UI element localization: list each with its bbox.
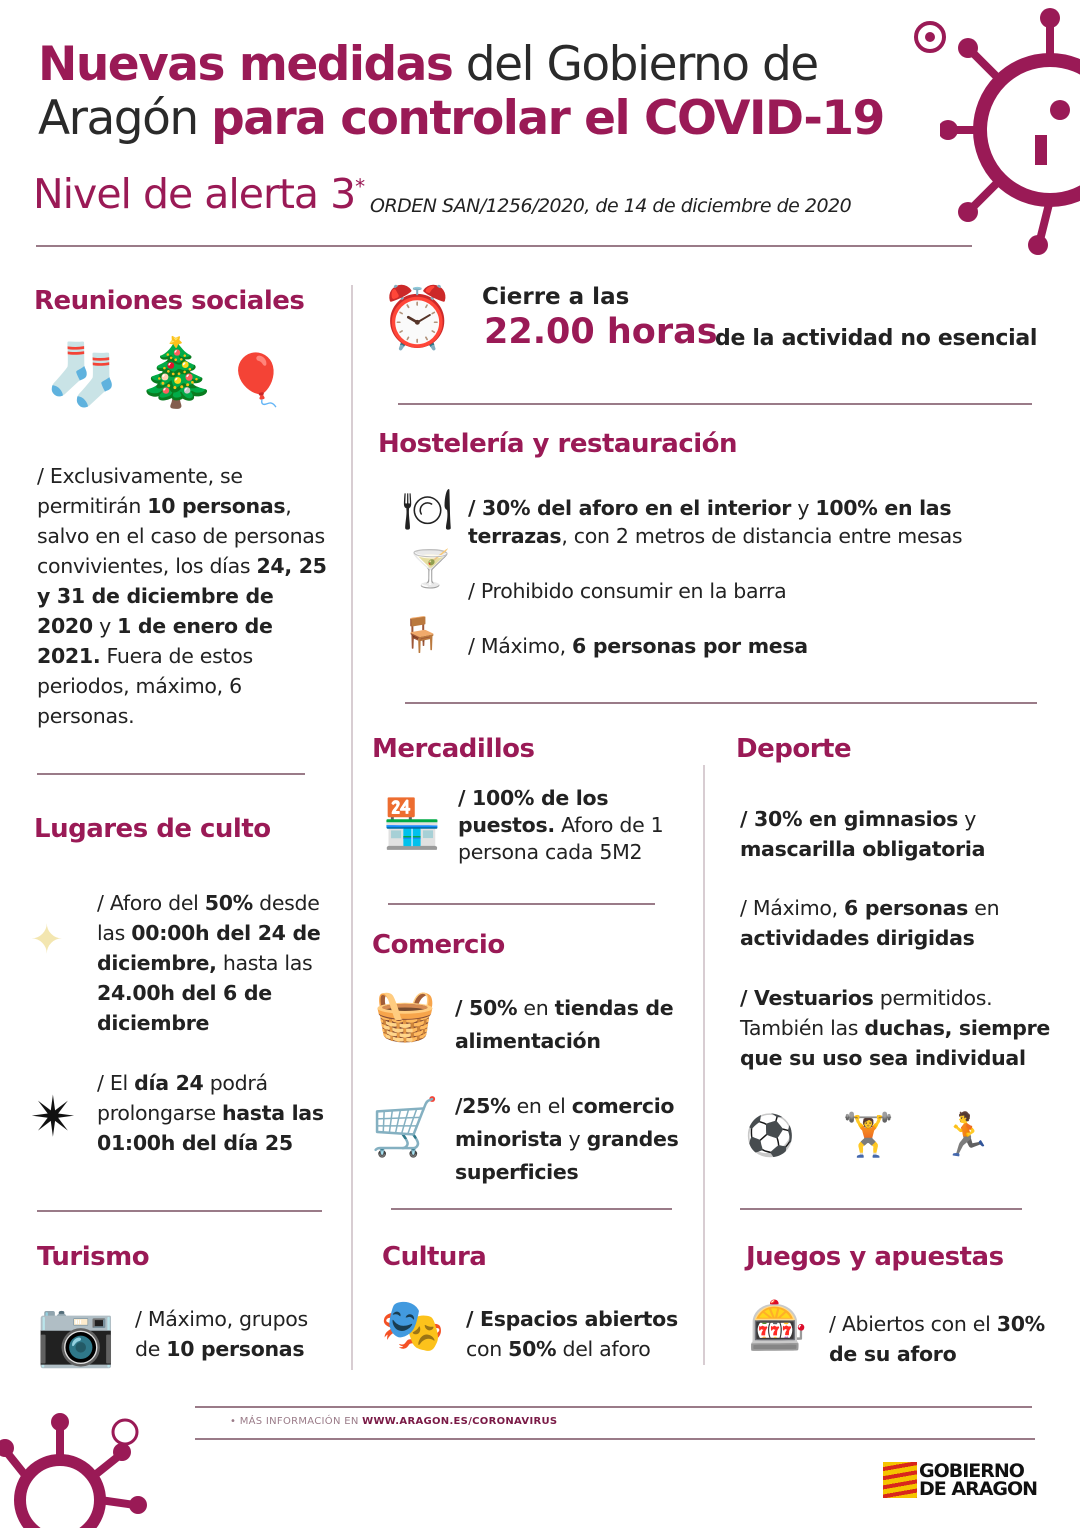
text: y: [562, 1127, 587, 1151]
more-info-link[interactable]: WWW.ARAGON.ES/CORONAVIRUS: [362, 1416, 558, 1427]
hosteleria-item: [468, 494, 1038, 550]
bold-text: /25%: [455, 1094, 511, 1118]
text: / Máximo,: [740, 896, 845, 920]
theater-masks-icon: 🎭: [380, 1296, 445, 1356]
cultura-text: [466, 1304, 696, 1364]
bold-text: / Vestuarios: [740, 986, 874, 1010]
hosteleria-item: [468, 576, 786, 606]
title-line-1: [38, 38, 884, 92]
turismo-text: [135, 1304, 335, 1364]
bold-text: 24.00h del 6 de diciembre: [97, 981, 272, 1035]
logo-line-2: DE ARAGON: [919, 1478, 1038, 1500]
christmas-tree-icon: 🎄: [135, 334, 218, 411]
text: / El: [97, 1071, 135, 1095]
column-divider: [351, 285, 353, 1370]
bold-text: 6 personas: [844, 896, 969, 920]
text: y: [958, 807, 977, 831]
soccer-ball-icon: ⚽: [745, 1113, 795, 1159]
sparkle-icon: ✦: [30, 917, 64, 963]
bold-text: 10 personas: [166, 1337, 305, 1361]
text: Aforo de 1 persona cada 5M2: [458, 813, 664, 864]
bold-text: duchas, siempre que su uso sea individual: [740, 1016, 1051, 1070]
text: / Abiertos con el: [829, 1312, 997, 1336]
bold-text: / 30% en gimnasios: [740, 807, 959, 831]
hosteleria-item: [468, 631, 808, 661]
bold-text: 50%: [204, 891, 253, 915]
shopping-cart-icon: 🛒: [370, 1095, 440, 1160]
camera-icon: 📷: [36, 1297, 116, 1371]
juegos-text: [829, 1309, 1049, 1369]
text: con: [466, 1337, 509, 1361]
text: desde las: [97, 891, 320, 945]
deporte-item: [740, 893, 1060, 953]
bold-text: tiendas de alimentación: [455, 996, 674, 1053]
alert-level: [33, 170, 364, 218]
bold-text: 30% de su aforo: [829, 1312, 1045, 1366]
basket-icon: 🧺: [374, 986, 437, 1044]
bold-text: para controlar el COVID-19: [211, 91, 884, 146]
column-divider: [703, 765, 705, 1365]
order-reference: ORDEN SAN/1256/2020, de 14 de diciembre de 2020: [370, 195, 852, 217]
bold-text: 50%: [508, 1337, 557, 1361]
bold-text: / Espacios abiertos: [466, 1307, 678, 1331]
text: / Prohibido consumir en la barra: [468, 579, 787, 603]
text: / Exclusivamente, se permitirán: [37, 464, 243, 518]
mercadillos-text: [458, 785, 673, 866]
text: podrá prolongarse: [97, 1071, 268, 1125]
bold-text: actividades dirigidas: [740, 926, 975, 950]
reuniones-text: [37, 461, 327, 731]
section-title-juegos: Juegos y apuestas: [746, 1242, 1004, 1272]
cloche-icon: 🍽: [402, 487, 453, 533]
cierre-text: de la actividad no esencial: [715, 326, 1038, 351]
text: en: [517, 996, 555, 1020]
deporte-item: [740, 804, 1060, 864]
logo-line-1: GOBIERNO: [919, 1460, 1024, 1482]
culto-item: [97, 1068, 337, 1158]
market-stall-icon: 🏪: [382, 796, 442, 852]
bold-text: 6 personas por mesa: [572, 634, 808, 658]
text: y: [791, 496, 816, 520]
text: permitidos. También las: [740, 986, 993, 1040]
text: , con 2 metros de distancia entre mesas: [561, 524, 963, 548]
runner-icon: 🏃: [940, 1110, 993, 1159]
bold-text: / 30% del aforo en el interior: [468, 496, 792, 520]
page-title: [38, 38, 884, 146]
text: / Máximo, grupos de: [135, 1307, 308, 1361]
bold-text: / 50%: [455, 996, 518, 1020]
alarm-clock-icon: ⏰: [380, 283, 455, 353]
bold-text: / 100% de los puestos.: [458, 786, 609, 837]
title-line-2: [38, 92, 884, 146]
bold-text: mascarilla obligatoria: [740, 837, 986, 861]
culto-item: [97, 888, 347, 1038]
bold-text: día 24: [134, 1071, 204, 1095]
ornaments-icon: 🎈: [225, 351, 288, 409]
alert-level-text: Nivel de alerta 3: [33, 170, 356, 218]
aragon-flag-icon: [883, 1462, 917, 1498]
section-title-mercadillos: Mercadillos: [372, 734, 535, 764]
text: / Máximo,: [468, 634, 573, 658]
deporte-item: [740, 983, 1060, 1073]
section-title-hosteleria: Hostelería y restauración: [378, 429, 738, 459]
text: / Aforo del: [97, 891, 205, 915]
cierre-time: 22.00 horas: [484, 312, 718, 352]
virus-decoration-bottom-icon: [0, 1400, 150, 1528]
bold-text: Nuevas medidas: [38, 37, 453, 92]
bold-text: 100% en las terrazas: [468, 496, 952, 548]
bold-text: 24, 25 y 31 de diciembre de 2020: [37, 554, 327, 638]
bold-text: 10 personas: [147, 494, 286, 518]
text: y: [92, 614, 118, 638]
bold-text: grandes superficies: [455, 1127, 679, 1184]
more-info-label: MÁS INFORMACIÓN EN: [239, 1416, 363, 1427]
text: hasta las: [216, 951, 313, 975]
cocktail-icon: 🍸: [408, 549, 453, 590]
text: del aforo: [556, 1337, 651, 1361]
bold-text: hasta las 01:00h del día 25: [97, 1101, 324, 1155]
gobierno-aragon-logo: [883, 1462, 1037, 1498]
bold-text: comercio minorista: [455, 1094, 675, 1151]
stocking-icon: 🧦: [45, 340, 120, 410]
small-virus-icon: [905, 12, 955, 62]
comercio-item: [455, 992, 695, 1058]
text: Aragón: [38, 91, 212, 146]
section-title-turismo: Turismo: [37, 1242, 150, 1272]
section-title-cultura: Cultura: [382, 1242, 487, 1272]
poker-chips-icon: 🎰: [748, 1298, 808, 1354]
text: en el: [510, 1094, 572, 1118]
cierre-label: Cierre a las: [482, 284, 630, 310]
section-title-deporte: Deporte: [736, 734, 852, 764]
text: , salvo en el caso de personas convivientes, los días: [37, 494, 325, 578]
virus-decoration-icon: [940, 0, 1080, 260]
alert-footnote-mark: *: [355, 174, 365, 199]
bold-text: 00:00h del 24 de diciembre,: [97, 921, 321, 975]
bold-text: 1 de enero de 2021.: [37, 614, 273, 668]
text: Fuera de estos periodos, máximo, 6 personas.: [37, 644, 253, 728]
section-title-culto: Lugares de culto: [34, 814, 271, 844]
comercio-item: [455, 1090, 700, 1189]
weightlifting-icon: 🏋: [842, 1110, 895, 1159]
text: del Gobierno de: [452, 37, 818, 92]
section-title-comercio: Comercio: [372, 930, 505, 960]
section-title-reuniones: Reuniones sociales: [34, 286, 305, 316]
star-icon: ✴: [30, 1085, 77, 1150]
text: en: [968, 896, 1000, 920]
more-info: • MÁS INFORMACIÓN EN WWW.ARAGON.ES/CORONAVIRUS: [230, 1416, 558, 1427]
table-chairs-icon: 🪑: [400, 615, 443, 655]
